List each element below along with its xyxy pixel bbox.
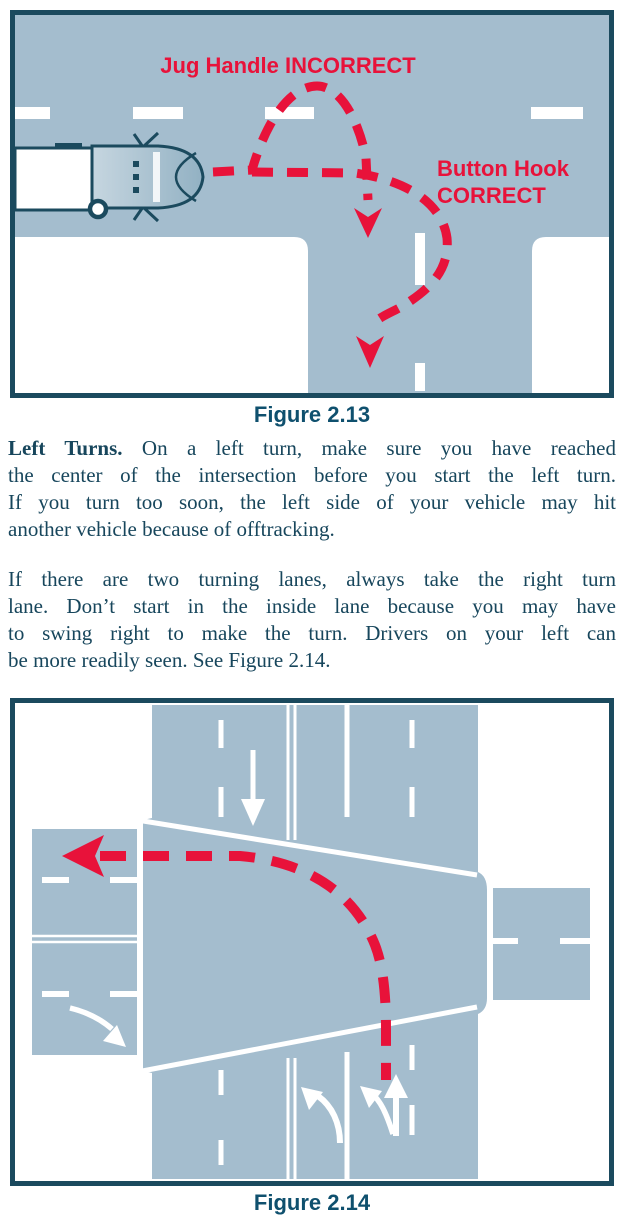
text-line: the center of the intersection before you start the left turn.	[8, 463, 616, 487]
cab-detail	[133, 187, 139, 193]
figure-2-14-caption: Figure 2.14	[253, 1190, 371, 1215]
button-hook-label-line2: CORRECT	[437, 183, 546, 208]
text-line: If there are two turning lanes, always take the right turn	[8, 567, 616, 591]
figure-2-14-left-turn-diagram	[10, 698, 614, 1186]
cab-detail	[133, 161, 139, 167]
jug-handle-label: Jug Handle INCORRECT	[160, 53, 416, 78]
text-line: If you turn too soon, the left side of your vehicle may hit	[8, 490, 616, 514]
text-line: another vehicle because of offtracking.	[8, 517, 335, 541]
paragraph-two-turning-lanes	[8, 566, 616, 674]
figure-2-13-right-turn-diagram	[10, 10, 614, 398]
main-road	[143, 705, 487, 1179]
paragraph-left-turns	[8, 435, 616, 543]
button-hook-label-line1: Button Hook	[437, 156, 569, 181]
wheel	[90, 201, 106, 217]
text-line: to swing right to make the turn. Drivers on your left can	[8, 621, 616, 645]
figure-2-13-caption: Figure 2.13	[253, 402, 371, 427]
cab	[92, 146, 203, 208]
curb-bottom-right	[532, 237, 609, 393]
trailer	[15, 148, 92, 210]
windshield	[153, 152, 160, 202]
left-turns-lead: Left Turns.	[8, 436, 123, 460]
text-line: Left Turns. On a left turn, make sure you have reached	[8, 436, 616, 460]
curb-bottom-left	[15, 237, 308, 393]
text-line: be more readily seen. See Figure 2.14.	[8, 648, 331, 672]
text-line: lane. Don’t start in the inside lane because you may have	[8, 594, 616, 618]
body-text	[8, 435, 616, 674]
cab-detail	[133, 174, 139, 180]
